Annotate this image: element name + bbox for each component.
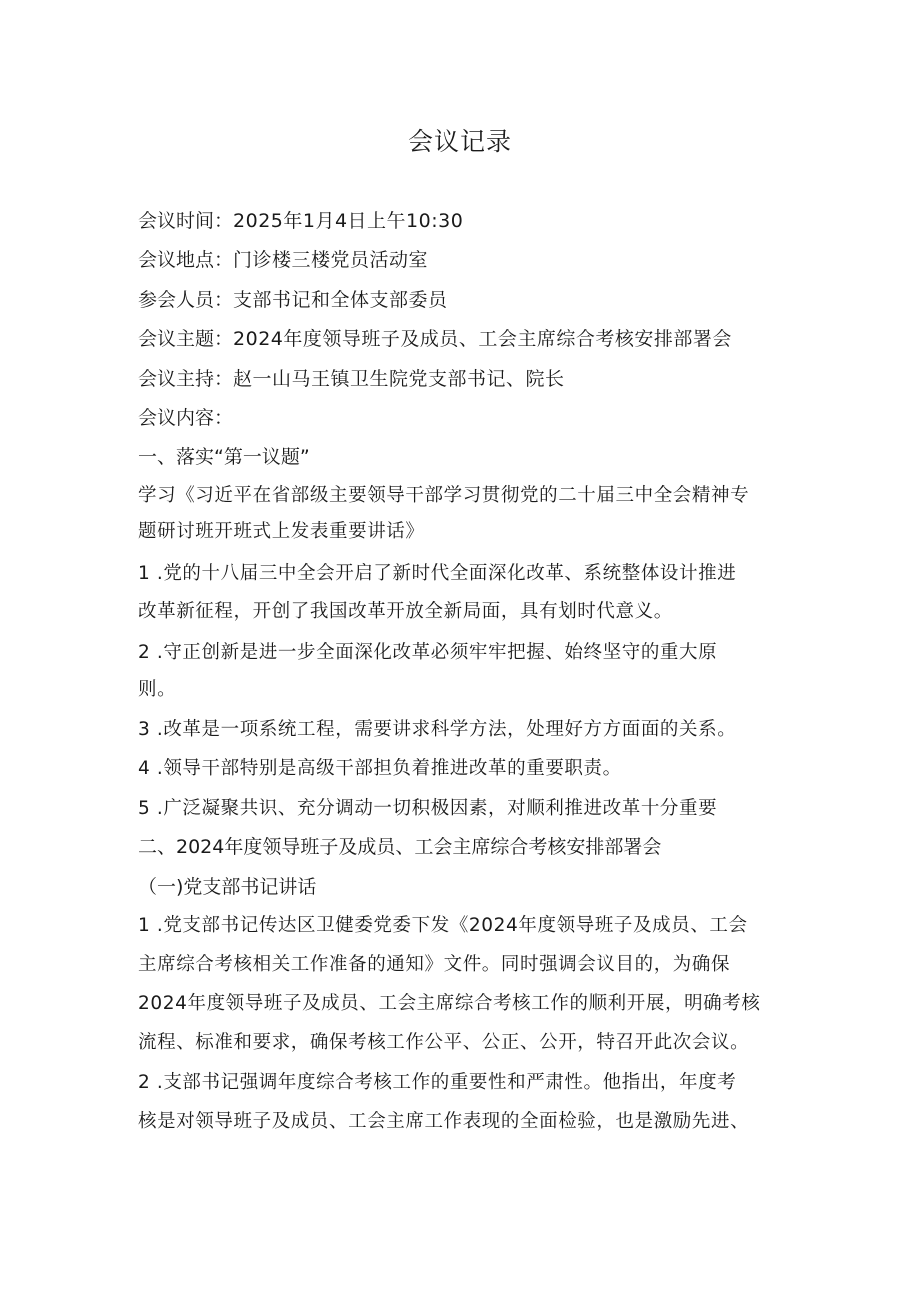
section2-item1-line1: 1 .党支部书记传达区卫健委党委下发《2024年度领导班子及成员、工会 — [138, 915, 748, 936]
meeting-time-value: 2025年1月4日上午10:30 — [233, 210, 464, 232]
section2-item2-line2: 核是对领导班子及成员、工会主席工作表现的全面检验，也是激励先进、 — [138, 1111, 750, 1132]
section2-subheading: （一)党支部书记讲话 — [138, 876, 317, 898]
section1-intro-line1: 学习《习近平在省部级主要领导干部学习贯彻党的二十届三中全会精神专 — [138, 485, 750, 506]
meeting-time-row — [138, 208, 463, 234]
meeting-host-value: 赵一山马王镇卫生院党支部书记、院长 — [233, 368, 565, 390]
meeting-location-label: 会议地点： — [138, 249, 234, 271]
meeting-attendees-row — [138, 287, 448, 313]
section1-item4: 4 .领导干部特别是高级干部担负着推进改革的重要职责。 — [138, 758, 622, 779]
section2-item1-line3: 2024年度领导班子及成员、工会主席综合考核工作的顺利开展，明确考核 — [138, 993, 761, 1014]
meeting-topic-row — [138, 326, 732, 352]
meeting-location-row — [138, 247, 428, 273]
section1-item3: 3 .改革是一项系统工程，需要讲求科学方法，处理好方方面面的关系。 — [138, 719, 737, 740]
meeting-attendees-label: 参会人员： — [138, 289, 234, 311]
meeting-attendees-value: 支部书记和全体支部委员 — [233, 289, 448, 311]
section1-item1-line2: 改革新征程，开创了我国改革开放全新局面，具有划时代意义。 — [138, 601, 673, 622]
meeting-time-label: 会议时间： — [138, 210, 234, 232]
section1-item5: 5 .广泛凝聚共识、充分调动一切积极因素，对顺利推进改革十分重要 — [138, 798, 718, 819]
section1-item2-line1: 2 .守正创新是进一步全面深化改革必须牢牢把握、始终坚守的重大原 — [138, 642, 718, 663]
meeting-content-label: 会议内容： — [138, 407, 234, 429]
document-title: 会议记录 — [407, 127, 512, 156]
section1-heading: 一、落实“第一议题” — [138, 446, 310, 468]
section2-item2-line1: 2 .支部书记强调年度综合考核工作的重要性和严肃性。他指出，年度考 — [138, 1072, 737, 1093]
section2-heading: 二、2024年度领导班子及成员、工会主席综合考核安排部署会 — [138, 836, 662, 858]
section1-item1-line1: 1 .党的十八届三中全会开启了新时代全面深化改革、系统整体设计推进 — [138, 563, 737, 584]
meeting-host-row — [138, 366, 565, 392]
meeting-host-label: 会议主持： — [138, 368, 234, 390]
meeting-topic-label: 会议主题： — [138, 328, 234, 350]
section2-item1-line2: 主席综合考核相关工作准备的通知》文件。同时强调会议目的，为确保 — [138, 954, 731, 975]
meeting-location-value: 门诊楼三楼党员活动室 — [233, 249, 429, 271]
section1-intro-line2: 题研讨班开班式上发表重要讲话》 — [138, 521, 425, 542]
section2-item1-line4: 流程、标准和要求，确保考核工作公平、公正、公开，特召开此次会议。 — [138, 1032, 750, 1053]
meeting-topic-value: 2024年度领导班子及成员、工会主席综合考核安排部署会 — [233, 328, 732, 350]
section1-item2-line2: 则。 — [138, 679, 177, 700]
